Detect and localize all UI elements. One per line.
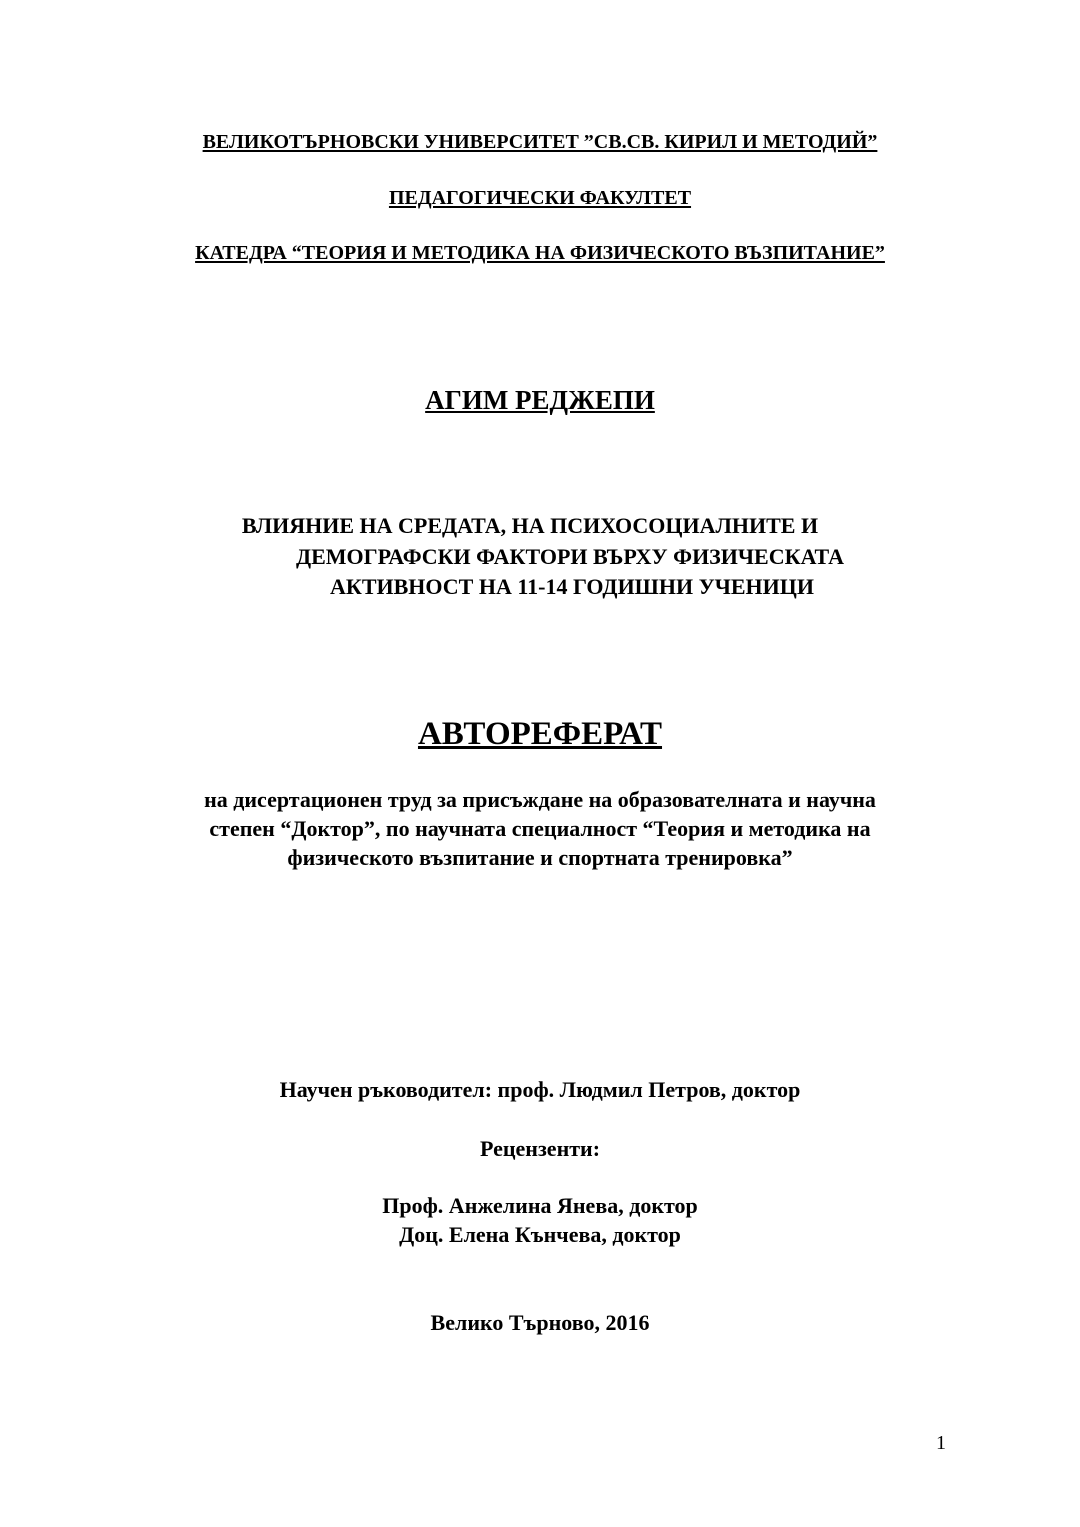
description-line: физическото възпитание и спортната тренировка” [287, 845, 793, 870]
page-number: 1 [936, 1432, 946, 1454]
place-and-year: Велико Търново, 2016 [430, 1310, 650, 1335]
description-line: на дисертационен труд за присъждане на образователната и научна [204, 787, 876, 812]
reviewers-label: Рецензенти: [479, 1136, 601, 1161]
reviewer-name: Доц. Елена Кънчева, доктор [399, 1222, 681, 1247]
department-name: КАТЕДРА “ТЕОРИЯ И МЕТОДИКА НА ФИЗИЧЕСКОТО ВЪЗПИТАНИЕ” [195, 242, 885, 264]
thesis-title-line: ДЕМОГРАФСКИ ФАКТОРИ ВЪРХУ ФИЗИЧЕСКАТА [295, 544, 844, 569]
document-type: АВТОРЕФЕРАТ [417, 716, 663, 752]
description-line: степен “Доктор”, по научната специалност “Теория и методика на [209, 816, 871, 841]
faculty-name: ПЕДАГОГИЧЕСКИ ФАКУЛТЕТ [388, 187, 692, 209]
university-name: ВЕЛИКОТЪРНОВСКИ УНИВЕРСИТЕТ ”СВ.СВ. КИРИЛ И МЕТОДИЙ” [202, 131, 878, 153]
thesis-title-line: АКТИВНОСТ НА 11-14 ГОДИШНИ УЧЕНИЦИ [330, 574, 814, 599]
thesis-title-line: ВЛИЯНИЕ НА СРЕДАТА, НА ПСИХОСОЦИАЛНИТЕ И [241, 513, 819, 538]
author-name: АГИМ РЕДЖЕПИ [425, 385, 655, 415]
reviewer-name: Проф. Анжелина Янева, доктор [382, 1193, 698, 1218]
supervisor: Научен ръководител: проф. Людмил Петров, доктор [279, 1077, 801, 1102]
